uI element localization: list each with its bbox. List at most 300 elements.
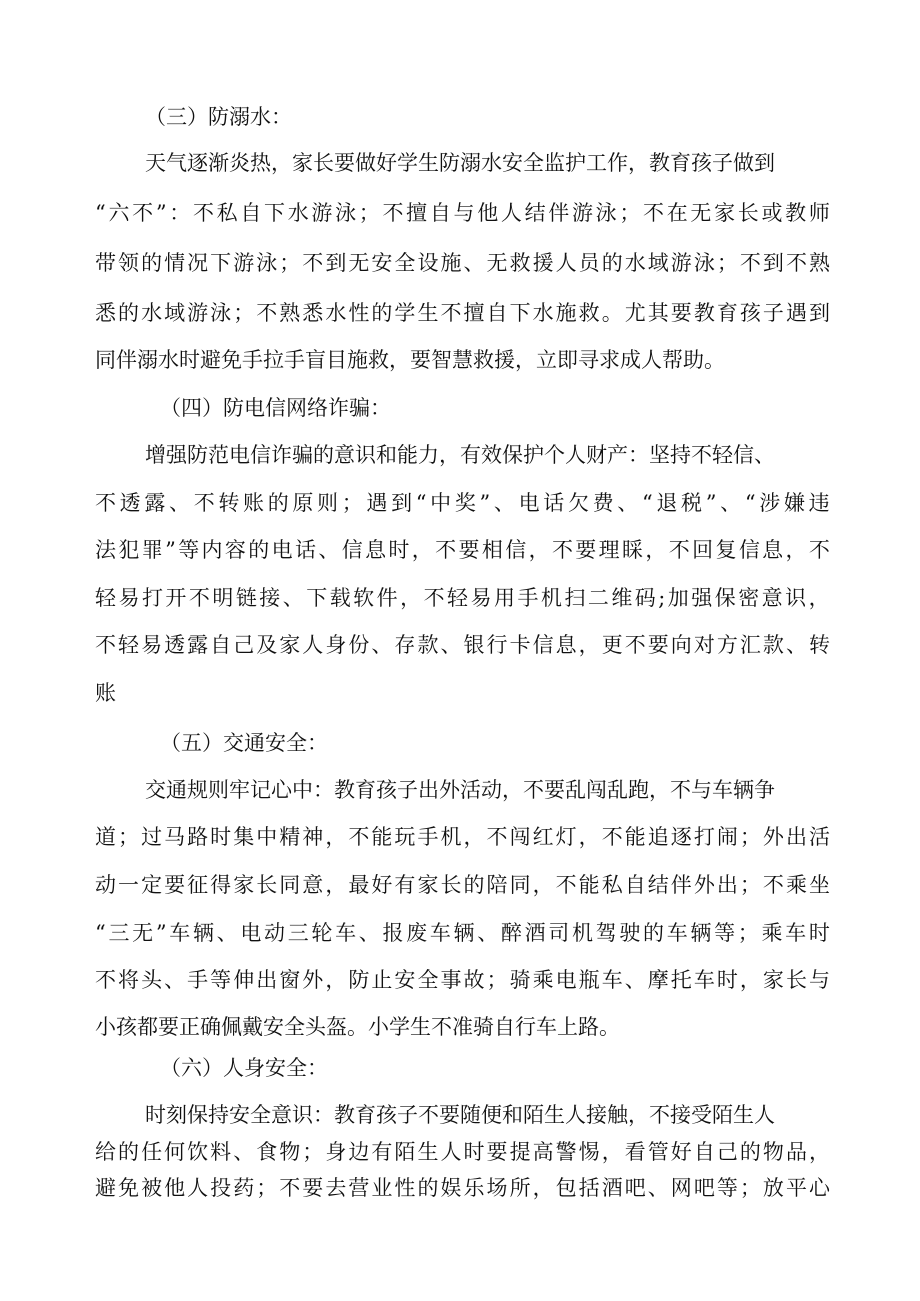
glyph: 手	[517, 586, 539, 610]
glyph: 同	[279, 873, 301, 897]
paragraph-line	[95, 298, 830, 328]
glyph: 窗	[279, 968, 301, 992]
glyph: 转	[218, 491, 240, 515]
glyph: 人	[555, 251, 577, 275]
glyph: 己	[716, 1140, 738, 1164]
glyph: 信	[532, 633, 554, 657]
glyph: 路	[187, 825, 209, 849]
glyph: 、	[624, 968, 646, 992]
glyph: 结	[524, 201, 546, 225]
glyph: “	[415, 491, 427, 515]
glyph: 不	[643, 201, 664, 225]
glyph: 坐	[808, 873, 830, 897]
glyph: ”	[165, 538, 176, 562]
glyph: 高	[532, 1140, 554, 1164]
glyph: 警	[555, 1140, 577, 1164]
glyph: ；	[358, 201, 380, 225]
glyph: 酒	[524, 921, 546, 945]
glyph: ；	[302, 1140, 324, 1164]
glyph: ，	[808, 1140, 830, 1164]
glyph: 能	[624, 825, 646, 849]
glyph: 辆	[453, 921, 475, 945]
glyph: 看	[624, 1140, 646, 1164]
glyph: 遇	[366, 491, 388, 515]
glyph: 。	[601, 301, 623, 325]
glyph: 透	[119, 491, 141, 515]
glyph: 擅	[406, 201, 428, 225]
glyph: 、	[477, 921, 499, 945]
glyph: 括	[578, 1176, 600, 1200]
glyph: 息	[555, 633, 577, 657]
glyph: 犯	[118, 538, 140, 562]
glyph: 放	[762, 1176, 784, 1200]
glyph: 域	[647, 251, 669, 275]
glyph: 乘	[761, 921, 783, 945]
glyph: 车	[169, 921, 191, 945]
glyph: 任	[141, 1140, 163, 1164]
glyph: ，	[325, 873, 347, 897]
glyph: 载	[329, 586, 351, 610]
section-heading: （三）防溺水：	[145, 105, 292, 129]
glyph: 有	[371, 1140, 393, 1164]
paragraph-line	[95, 1137, 830, 1167]
glyph: 其	[647, 301, 669, 325]
glyph: 家	[417, 873, 439, 897]
glyph: 不	[551, 538, 573, 562]
glyph: 悉	[302, 301, 324, 325]
glyph: ”	[155, 201, 167, 225]
glyph: 不	[624, 633, 646, 657]
glyph: “	[744, 491, 756, 515]
glyph: 司	[548, 921, 570, 945]
glyph: ；	[233, 301, 255, 325]
glyph: 中	[430, 491, 452, 515]
glyph: 则	[317, 491, 339, 515]
glyph: 给	[95, 1140, 116, 1164]
paragraph-line: 交通规则牢记心中：教育孩子出外活动，不要乱闯乱跑，不与车辆争	[145, 778, 775, 802]
glyph: 等	[716, 1176, 738, 1200]
glyph: 辆	[690, 921, 712, 945]
glyph: 业	[371, 1176, 393, 1200]
glyph: 好	[670, 1140, 692, 1164]
glyph: 的	[118, 1140, 140, 1164]
glyph: 水	[624, 251, 646, 275]
glyph: 转	[808, 633, 830, 657]
glyph: 自	[240, 201, 262, 225]
glyph: 要	[575, 538, 597, 562]
glyph: ，	[739, 968, 761, 992]
glyph: ；	[118, 825, 140, 849]
glyph: ；	[256, 1176, 278, 1200]
glyph: 家	[714, 201, 736, 225]
glyph: 保	[714, 586, 736, 610]
glyph: 下	[509, 301, 531, 325]
glyph: 报	[382, 921, 404, 945]
glyph: 熟	[808, 251, 830, 275]
glyph: 惕	[578, 1140, 600, 1164]
glyph: 二	[587, 586, 609, 610]
glyph: 物	[279, 1140, 301, 1164]
glyph: 自	[429, 201, 451, 225]
glyph: 罪	[141, 538, 163, 562]
glyph: 时	[716, 968, 738, 992]
glyph: 娱	[440, 1176, 462, 1200]
glyph: 陪	[486, 873, 508, 897]
glyph: 、	[282, 586, 304, 610]
glyph: 、	[358, 921, 380, 945]
glyph: 玩	[394, 825, 416, 849]
glyph: 时	[808, 921, 830, 945]
glyph: 乐	[463, 1176, 485, 1200]
glyph: 管	[647, 1140, 669, 1164]
glyph: 接	[259, 586, 281, 610]
glyph: 投	[210, 1176, 232, 1200]
paragraph-line	[95, 822, 830, 852]
glyph: ；	[716, 251, 738, 275]
glyph: 长	[256, 873, 278, 897]
paragraph-line	[95, 870, 830, 900]
glyph: ”	[155, 921, 167, 945]
glyph: 到	[391, 491, 413, 515]
glyph: 向	[670, 633, 692, 657]
glyph: 、	[440, 633, 462, 657]
glyph: 时	[210, 825, 232, 849]
glyph: ：	[169, 201, 191, 225]
glyph: 或	[761, 201, 783, 225]
section-heading: （六）人身安全：	[160, 1056, 328, 1080]
glyph: ，	[528, 538, 550, 562]
glyph: 外	[302, 968, 324, 992]
glyph: 轮	[311, 921, 333, 945]
glyph: 信	[738, 538, 760, 562]
glyph: 泳	[595, 201, 617, 225]
glyph: 强	[691, 586, 713, 610]
glyph: 容	[224, 538, 246, 562]
glyph: 手	[417, 825, 439, 849]
glyph: 定	[141, 873, 163, 897]
glyph: 到	[808, 301, 830, 325]
paragraph-line	[95, 918, 830, 948]
glyph: 机	[540, 586, 562, 610]
glyph: ，	[463, 825, 485, 849]
glyph: 吧	[624, 1176, 646, 1200]
glyph: 不	[739, 251, 761, 275]
section-heading: （四）防电信网络诈骗：	[160, 396, 391, 420]
glyph: 电	[555, 968, 577, 992]
glyph: 员	[578, 251, 600, 275]
glyph: 营	[348, 1176, 370, 1200]
glyph: 过	[141, 825, 163, 849]
glyph: 用	[493, 586, 515, 610]
glyph: 轻	[95, 586, 116, 610]
glyph: 要	[647, 633, 669, 657]
glyph: 不	[95, 968, 116, 992]
glyph: 征	[187, 873, 209, 897]
glyph: 自	[624, 873, 646, 897]
glyph: 无	[690, 201, 712, 225]
glyph: 款	[762, 633, 784, 657]
glyph: 食	[256, 1140, 278, 1164]
glyph: 吧	[693, 1176, 715, 1200]
glyph: 平	[785, 1176, 807, 1200]
glyph: ；	[341, 491, 363, 515]
glyph: 明	[212, 586, 234, 610]
glyph: 家	[279, 633, 301, 657]
glyph: 好	[371, 873, 393, 897]
glyph: 不	[555, 873, 577, 897]
glyph: 物	[762, 1140, 784, 1164]
glyph: 安	[371, 251, 393, 275]
glyph: 人	[500, 201, 522, 225]
glyph: 游	[311, 201, 333, 225]
glyph: 人	[187, 1176, 209, 1200]
glyph: 下	[264, 201, 285, 225]
glyph: 生	[417, 301, 439, 325]
glyph: 时	[463, 1140, 485, 1164]
glyph: 援	[532, 251, 554, 275]
glyph: 水	[141, 301, 163, 325]
glyph: 的	[141, 251, 163, 275]
paragraph-line: 账	[95, 681, 116, 705]
glyph: 无	[132, 921, 154, 945]
glyph: 的	[267, 491, 289, 515]
glyph: 辆	[192, 921, 214, 945]
paragraph-line: 时刻保持安全意识：教育孩子不要随便和陌生人接触，不接受陌生人	[145, 1103, 775, 1127]
glyph: 长	[737, 201, 759, 225]
glyph: 不	[256, 301, 278, 325]
glyph: 伸	[233, 968, 255, 992]
glyph: 奖	[454, 491, 476, 515]
glyph: “	[641, 491, 653, 515]
glyph: 扫	[564, 586, 586, 610]
glyph: 活	[808, 825, 830, 849]
glyph: 要	[486, 1140, 508, 1164]
glyph: ，	[400, 586, 422, 610]
glyph: “	[95, 201, 106, 225]
glyph: 红	[532, 825, 554, 849]
paragraph-line	[95, 965, 830, 995]
glyph: 陌	[394, 1140, 416, 1164]
glyph: 私	[216, 201, 238, 225]
glyph: 、	[720, 491, 742, 515]
glyph: ，	[578, 633, 600, 657]
glyph: 欠	[567, 491, 589, 515]
glyph: 银	[463, 633, 485, 657]
glyph: 能	[578, 873, 600, 897]
glyph: 闯	[509, 825, 531, 849]
glyph: 教	[693, 301, 715, 325]
glyph: 他	[477, 201, 499, 225]
glyph: 轻	[447, 586, 469, 610]
glyph: 家	[762, 968, 784, 992]
glyph: 不	[192, 201, 214, 225]
glyph: 事	[440, 968, 462, 992]
glyph: 伴	[548, 201, 570, 225]
glyph: 得	[210, 873, 232, 897]
glyph: 心	[808, 1176, 830, 1200]
paragraph-line	[95, 583, 830, 613]
glyph: 不	[785, 251, 807, 275]
glyph: 水	[287, 201, 309, 225]
glyph: 道	[95, 825, 116, 849]
glyph: 开	[165, 586, 187, 610]
glyph: 的	[118, 301, 140, 325]
glyph: 不	[193, 491, 215, 515]
glyph: 机	[571, 921, 593, 945]
glyph: ，	[645, 538, 667, 562]
glyph: ，	[601, 1140, 623, 1164]
glyph: 一	[118, 873, 140, 897]
glyph: 伴	[670, 873, 692, 897]
glyph: 退	[656, 491, 678, 515]
glyph: 生	[417, 1140, 439, 1164]
glyph: 在	[666, 201, 688, 225]
glyph: 要	[670, 301, 692, 325]
glyph: 、	[463, 251, 485, 275]
glyph: 露	[187, 633, 209, 657]
glyph: 、	[647, 1176, 669, 1200]
glyph: 精	[279, 825, 301, 849]
glyph: 的	[463, 873, 485, 897]
paragraph-line	[95, 1173, 830, 1203]
glyph: 边	[348, 1140, 370, 1164]
glyph: 、	[493, 491, 515, 515]
glyph: 动	[95, 873, 116, 897]
glyph: 到	[325, 251, 347, 275]
glyph: 要	[164, 873, 186, 897]
glyph: 全	[417, 968, 439, 992]
glyph: 包	[555, 1176, 577, 1200]
glyph: 车	[429, 921, 451, 945]
glyph: 汇	[739, 633, 761, 657]
glyph: 去	[325, 1176, 347, 1200]
glyph: 闹	[716, 825, 738, 849]
glyph: 网	[670, 1176, 692, 1200]
glyph: 不	[440, 301, 462, 325]
glyph: 、	[233, 1140, 255, 1164]
glyph: 透	[164, 633, 186, 657]
glyph: 孩	[739, 301, 761, 325]
glyph: 安	[394, 968, 416, 992]
glyph: 车	[785, 921, 807, 945]
glyph: 游	[571, 201, 593, 225]
glyph: ；	[619, 201, 641, 225]
glyph: 不	[382, 201, 404, 225]
paragraph-line	[95, 248, 830, 278]
glyph: 子	[762, 301, 784, 325]
glyph: ，	[578, 825, 600, 849]
glyph: ，	[532, 873, 554, 897]
glyph: 免	[118, 1176, 140, 1200]
glyph: 熟	[279, 301, 301, 325]
glyph: 等	[210, 968, 232, 992]
glyph: 嫌	[783, 491, 805, 515]
glyph: 的	[601, 251, 623, 275]
paragraph-line: 增强防范电信诈骗的意识和能力，有效保护个人财产：坚持不轻信、	[145, 443, 775, 467]
glyph: 救	[509, 251, 531, 275]
glyph: 不	[435, 538, 457, 562]
glyph: 身	[325, 1140, 347, 1164]
glyph: 息	[762, 538, 784, 562]
glyph: 费	[592, 491, 614, 515]
glyph: 三	[287, 921, 309, 945]
glyph: 带	[95, 251, 116, 275]
glyph: 意	[302, 873, 324, 897]
glyph: 师	[808, 201, 830, 225]
glyph: 的	[643, 921, 664, 945]
glyph: 不	[668, 538, 690, 562]
glyph: 域	[164, 301, 186, 325]
glyph: 易	[118, 586, 140, 610]
glyph: 到	[762, 251, 784, 275]
glyph: 私	[601, 873, 623, 897]
glyph: ；	[737, 921, 759, 945]
glyph: 教	[785, 201, 807, 225]
glyph: 中	[256, 825, 278, 849]
glyph: 不	[486, 825, 508, 849]
glyph: 施	[555, 301, 577, 325]
glyph: 违	[808, 491, 830, 515]
glyph: 打	[693, 825, 715, 849]
glyph: 泳	[210, 301, 232, 325]
glyph: 提	[509, 1140, 531, 1164]
glyph: 最	[348, 873, 370, 897]
glyph: 下	[306, 586, 328, 610]
glyph: 的	[417, 1176, 439, 1200]
glyph: 乘	[785, 873, 807, 897]
glyph: 原	[292, 491, 314, 515]
glyph: 学	[394, 301, 416, 325]
glyph: 领	[118, 251, 140, 275]
glyph: 泳	[335, 201, 357, 225]
glyph: 不	[279, 1176, 301, 1200]
glyph: 遇	[785, 301, 807, 325]
glyph: ；	[486, 968, 508, 992]
glyph: 更	[601, 633, 623, 657]
glyph: 下	[210, 251, 232, 275]
glyph: 信	[505, 538, 527, 562]
glyph: ;	[658, 586, 666, 610]
glyph: 人	[302, 633, 324, 657]
glyph: 头	[141, 968, 163, 992]
glyph: 要	[302, 1176, 324, 1200]
glyph: 的	[739, 1140, 761, 1164]
glyph: 止	[371, 968, 393, 992]
glyph: 身	[325, 633, 347, 657]
glyph: 份	[348, 633, 370, 657]
glyph: 六	[108, 201, 130, 225]
glyph: 手	[187, 968, 209, 992]
glyph: 神	[302, 825, 324, 849]
glyph: 不	[762, 873, 784, 897]
glyph: 逐	[670, 825, 692, 849]
glyph: 施	[440, 251, 462, 275]
glyph: 出	[716, 873, 738, 897]
glyph: 尤	[624, 301, 646, 325]
glyph: ；	[739, 825, 761, 849]
glyph: 设	[417, 251, 439, 275]
glyph: ，	[325, 825, 347, 849]
glyph: 结	[647, 873, 669, 897]
glyph: 无	[486, 251, 508, 275]
glyph: 不	[601, 825, 623, 849]
glyph: 内	[201, 538, 223, 562]
glyph: 复	[715, 538, 737, 562]
glyph: 出	[256, 968, 278, 992]
glyph: ；	[739, 873, 761, 897]
glyph: 酒	[601, 1176, 623, 1200]
glyph: 方	[716, 633, 738, 657]
